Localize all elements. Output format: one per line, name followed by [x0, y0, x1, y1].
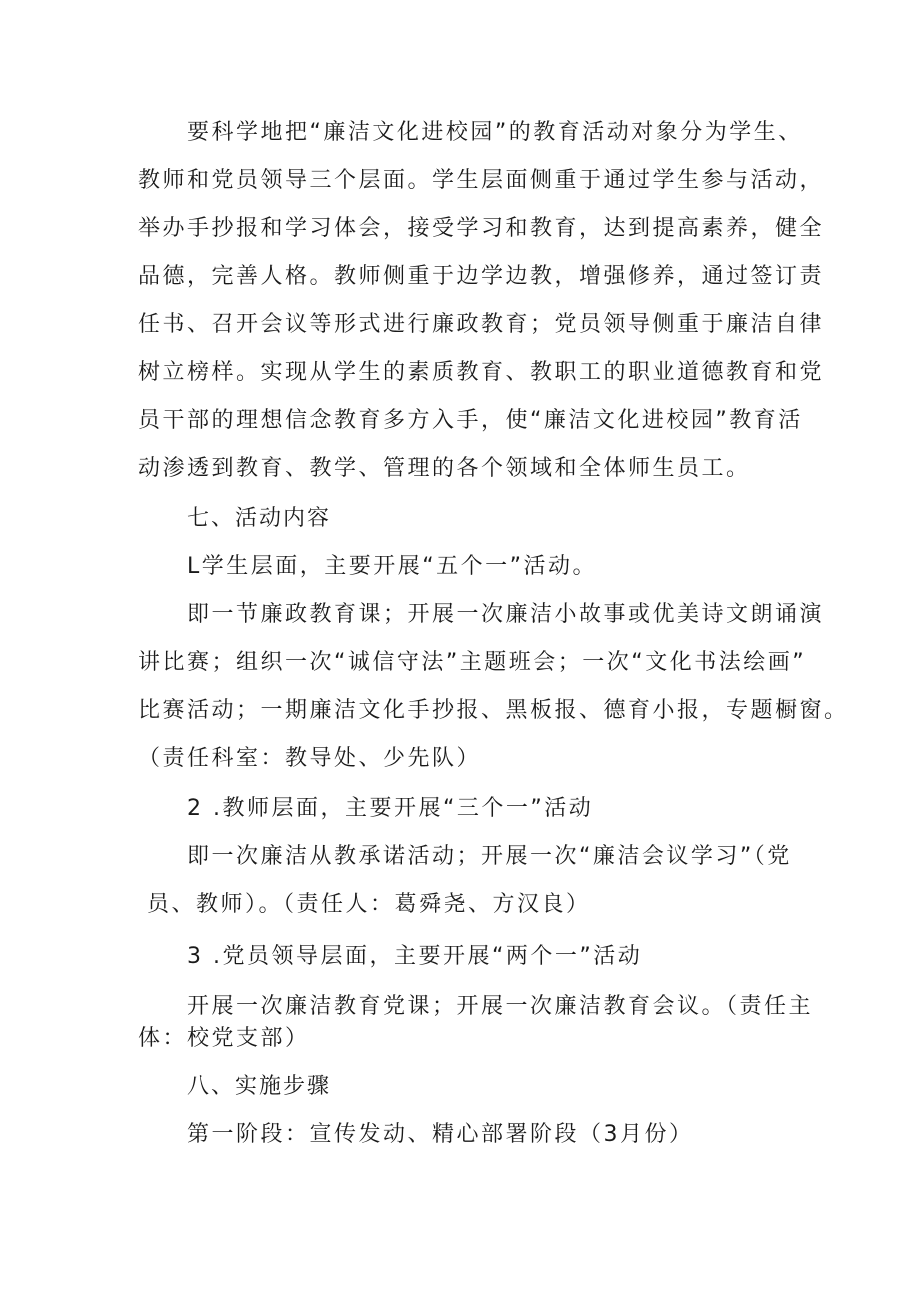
paragraph-1-line-6: 树立榜样。实现从学生的素质教育、教职工的职业道德教育和党 — [138, 360, 825, 385]
paragraph-2-line-2: 讲比赛；组织一次“诚信守法”主题班会；一次“文化书法绘画” — [138, 650, 807, 675]
paragraph-1-line-3: 举办手抄报和学习体会，接受学习和教育，达到提高素养，健全 — [138, 216, 825, 241]
section-heading-activity-content: 七、活动内容 — [187, 506, 332, 531]
paragraph-1-line-4: 品德，完善人格。教师侧重于边学边教，增强修养，通过签订责 — [138, 264, 825, 289]
paragraph-4-line-1: 开展一次廉洁教育党课；开展一次廉洁教育会议。（责任主 — [187, 994, 814, 1019]
phase-one-line: 第一阶段：宣传发动、精心部署阶段（3月份） — [187, 1122, 694, 1147]
paragraph-4-line-2: 体：校党支部） — [138, 1026, 310, 1051]
paragraph-3-line-1: 即一次廉洁从教承诺活动；开展一次“廉洁会议学习”（党 — [187, 844, 792, 869]
paragraph-1-line-7: 员干部的理想信念教育多方入手，使“廉洁文化进校园”教育活 — [138, 408, 803, 433]
paragraph-1-line-5: 任书、召开会议等形式进行廉政教育；党员领导侧重于廉洁自律 — [138, 312, 825, 337]
section-heading-implementation-steps: 八、实施步骤 — [187, 1074, 332, 1099]
subsection-teacher-level: 2 .教师层面，主要开展“三个一”活动 — [187, 796, 594, 821]
paragraph-1-line-2: 教师和党员领导三个层面。学生层面侧重于通过学生参与活动， — [138, 168, 825, 193]
paragraph-1-line-8: 动渗透到教育、教学、管理的各个领域和全体师生员工。 — [138, 456, 751, 481]
paragraph-3-line-2: 员、教师）。（责任人：葛舜尧、方汉良） — [147, 892, 591, 917]
paragraph-1-line-1: 要科学地把“廉洁文化进校园”的教育活动对象分为学生、 — [187, 120, 803, 145]
paragraph-2-line-1: 即一节廉政教育课；开展一次廉洁小故事或优美诗文朗诵演 — [187, 602, 825, 627]
subsection-student-level: L学生层面，主要开展“五个一”活动。 — [187, 554, 598, 579]
paragraph-2-line-3: 比赛活动；一期廉洁文化手抄报、黑板报、德育小报，专题橱窗。 — [138, 698, 849, 723]
paragraph-2-line-4: （责任科室：教导处、少先队） — [138, 746, 482, 771]
subsection-party-leader-level: 3 .党员领导层面，主要开展“两个一”活动 — [187, 944, 643, 969]
